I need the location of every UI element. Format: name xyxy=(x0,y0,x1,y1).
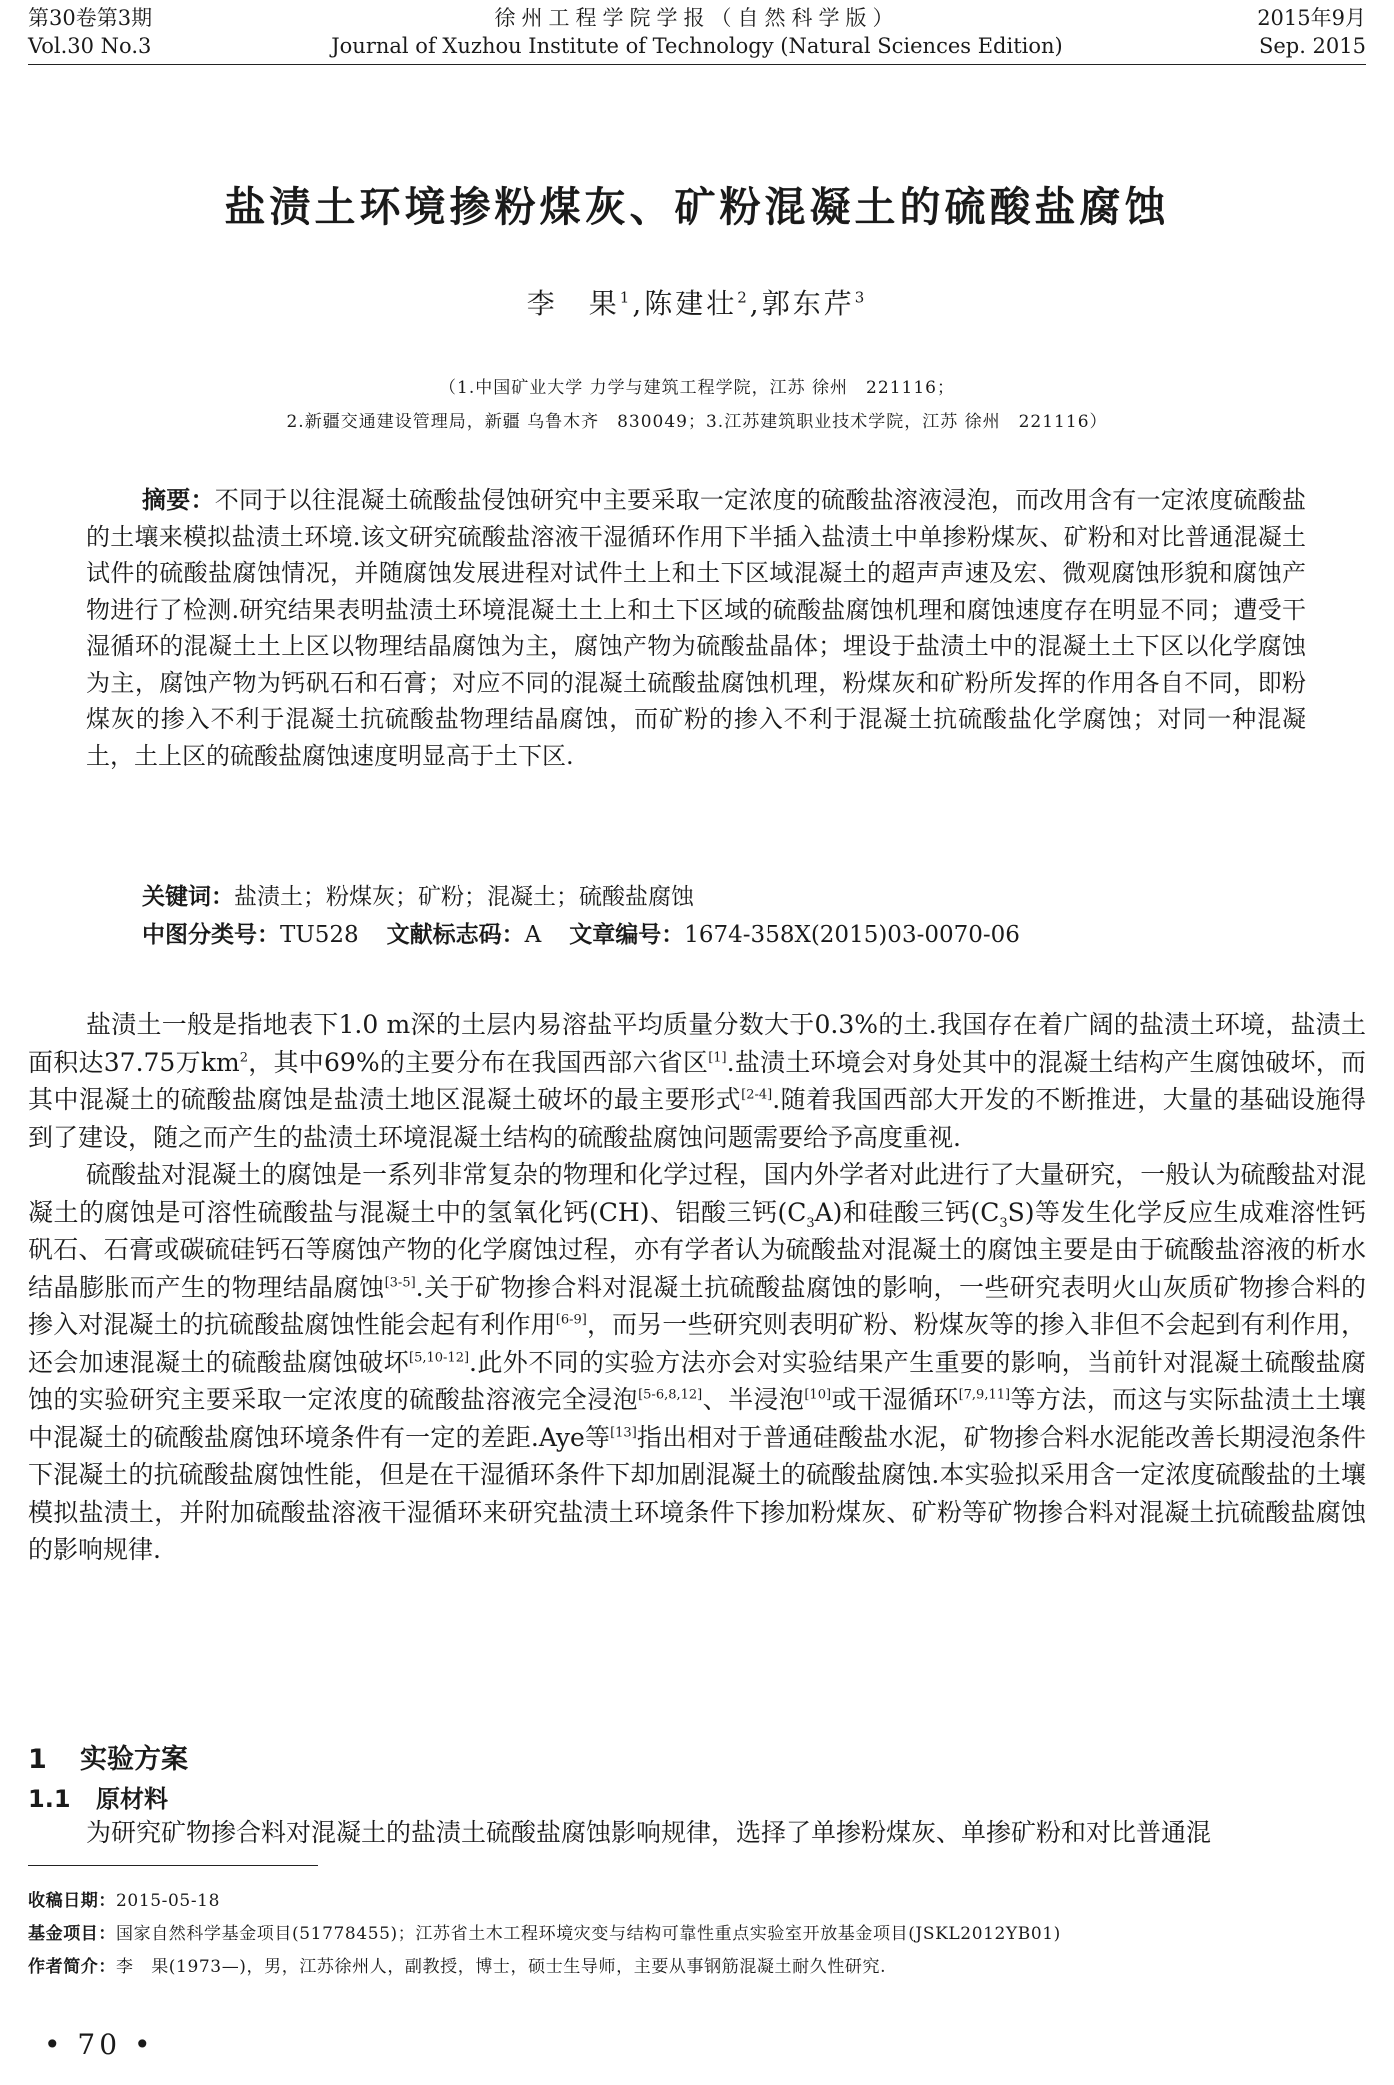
author-list: 李 果$^1$,陈建壮$^2$,郭东芹$^3$ xyxy=(526,287,868,320)
text-run: S)等发生化学反应生成难溶性钙矾石、石膏或碳硫硅钙石等腐蚀产物的化学腐蚀过程，亦有学者认为硫酸盐对混凝土的腐蚀主要是由于硫酸盐溶液的析水结晶膨胀而产生的物理结晶腐蚀 xyxy=(28,1197,1366,1302)
author-name: 李 果 xyxy=(526,287,620,320)
subscript: 3 xyxy=(999,1215,1008,1231)
author-name: 陈建壮 xyxy=(644,287,738,320)
header-date-cn: 2015年9月 xyxy=(1257,6,1366,30)
doc-code-label: 文献标志码： xyxy=(386,922,525,948)
text-run: ，其中69%的主要分布在我国西部六省区 xyxy=(248,1047,709,1077)
abstract xyxy=(86,482,1306,774)
body-paragraph: 为研究矿物掺合料对混凝土的盐渍土硫酸盐腐蚀影响规律，选择了单掺粉煤灰、单掺矿粉和对比普通混 xyxy=(86,1818,1212,1847)
clc-value: TU528 xyxy=(280,922,359,948)
text-run: 指出相对于普通硅酸盐水泥，矿物掺合料水泥能改善长期浸泡条件下混凝土的抗硫酸盐腐蚀性能，但是在干湿循环条件下却加剧混凝土的硫酸盐腐蚀.本实验拟采用含一定浓度硫酸盐的土壤模拟盐渍土，并附加硫酸盐溶液干湿循环来研究盐渍土环境条件下掺加粉煤灰、矿粉等矿物掺合料对混凝土抗硫酸盐腐蚀的影响规律. xyxy=(28,1422,1366,1564)
text-run: 盐渍土一般是指地表下1.0 m深的土层内易溶盐平均质量分数大于0.3%的土.我国存在着广阔的盐渍土环境，盐渍土面积达37.75万km xyxy=(28,1010,1366,1077)
header-journal-en: Journal of Xuzhou Institute of Technology (Natural Sciences Edition) xyxy=(331,34,1063,58)
article-no-value: 1674-358X(2015)03-0070-06 xyxy=(684,922,1020,948)
text-run: .盐渍土环境会对身处其中的混凝土结构产生腐蚀破坏，而其中混凝土的硫酸盐腐蚀是盐渍土地区混凝土破坏的最主要形式 xyxy=(28,1047,1366,1114)
body-text xyxy=(28,1006,1366,1569)
author-bio-value: 李 果(1973—)，男，江苏徐州人，副教授，博士，硕士生导师，主要从事钢筋混凝土耐久性研究. xyxy=(116,1957,887,1977)
section-heading xyxy=(28,1737,188,1776)
citation-mark: [6-9] xyxy=(555,1312,587,1328)
abstract-text: 不同于以往混凝土硫酸盐侵蚀研究中主要采取一定浓度的硫酸盐溶液浸泡，而改用含有一定浓度硫酸盐的土壤来模拟盐渍土环境.该文研究硫酸盐溶液干湿循环作用下半插入盐渍土中单掺粉煤灰、矿粉和对比普通混凝土试件的硫酸盐腐蚀情况，并随腐蚀发展进程对试件土上和土下区域混凝土的超声声速及宏、微观腐蚀形貌和腐蚀产物进行了检测.研究结果表明盐渍土环境混凝土土上和土下区域的硫酸盐腐蚀机理和腐蚀速度存在明显不同；遭受干湿循环的混凝土土上区以物理结晶腐蚀为主，腐蚀产物为硫酸盐晶体；埋设于盐渍土中的混凝土土下区以化学腐蚀为主，腐蚀产物为钙矾石和石膏；对应不同的混凝土硫酸盐腐蚀机理，粉煤灰和矿粉所发挥的作用各自不同，即粉煤灰的掺入不利于混凝土抗硫酸盐物理结晶腐蚀，而矿粉的掺入不利于混凝土抗硫酸盐化学腐蚀；对同一种混凝土，土上区的硫酸盐腐蚀速度明显高于土下区. xyxy=(86,486,1307,770)
citation-mark: 2 xyxy=(239,1050,248,1066)
header-volume-cn: 第30卷第3期 xyxy=(28,6,153,30)
received-label: 收稿日期： xyxy=(28,1891,116,1911)
clc-label: 中图分类号： xyxy=(142,922,280,948)
citation-mark: [10] xyxy=(804,1387,832,1403)
author-affil-mark: 3 xyxy=(854,288,868,307)
abstract-label: 摘要： xyxy=(142,486,215,514)
subsection-number: 1.1 xyxy=(28,1785,71,1813)
body-paragraph xyxy=(28,1156,1366,1569)
author-affil-mark: 2 xyxy=(737,288,750,307)
header-journal xyxy=(28,4,1366,60)
author-name: 郭东芹 xyxy=(761,287,855,320)
subsection-title: 原材料 xyxy=(96,1785,168,1813)
article-no-label: 文章编号： xyxy=(569,922,685,948)
citation-mark: [13] xyxy=(610,1425,637,1441)
keywords-label: 关键词： xyxy=(142,884,234,910)
received-value: 2015-05-18 xyxy=(116,1891,221,1911)
subsection-heading xyxy=(28,1779,168,1814)
affiliation-line: （1.中国矿业大学 力学与建筑工程学院，江苏 徐州 221116； xyxy=(439,378,955,398)
footnote-author xyxy=(28,1952,1366,1977)
section-number: 1 xyxy=(28,1744,47,1775)
footnote-fund xyxy=(28,1919,1366,1944)
text-run: 硫酸盐对混凝土的腐蚀是一系列非常复杂的物理和化学过程，国内外学者对此进行了大量研究，一般认为硫酸盐对混凝土的腐蚀是可溶性硫酸盐与混凝土中的氢氧化钙(CH)、铝酸三钙(C xyxy=(28,1160,1366,1227)
running-header xyxy=(28,4,1366,65)
citation-mark: [1] xyxy=(708,1050,727,1066)
text-run: A)和硅酸三钙(C xyxy=(814,1197,1000,1227)
header-date xyxy=(1257,4,1366,60)
text-run: ，而另一些研究则表明矿粉、粉煤灰等的掺入非但不会起到有利作用，还会加速混凝土的硫酸盐腐蚀破坏 xyxy=(28,1310,1366,1377)
subscript: 3 xyxy=(806,1215,815,1231)
footnote-received xyxy=(28,1886,1366,1911)
header-journal-cn: 徐州工程学院学报（自然科学版） xyxy=(494,6,900,30)
text-run: .关于矿物掺合料对混凝土抗硫酸盐腐蚀的影响，一些研究表明火山灰质矿物掺合料的掺入对混凝土的抗硫酸盐腐蚀性能会起有利作用 xyxy=(28,1272,1366,1339)
citation-mark: [5,10-12] xyxy=(409,1350,470,1366)
section-title: 实验方案 xyxy=(80,1744,188,1775)
fund-label: 基金项目： xyxy=(28,1924,116,1944)
text-run: 、半浸泡 xyxy=(702,1385,805,1414)
text-run: 或干湿循环 xyxy=(831,1385,959,1414)
citation-mark: [5-6,8,12] xyxy=(638,1387,703,1403)
fund-value: 国家自然科学基金项目(51778455)；江苏省土木工程环境灾变与结构可靠性重点实验室开放基金项目(JSKL2012YB01) xyxy=(116,1924,1061,1944)
text-run: 等方法，而这与实际盐渍土土壤中混凝土的硫酸盐腐蚀环境条件有一定的差距.Aye等 xyxy=(28,1385,1366,1452)
citation-mark: [2-4] xyxy=(741,1087,773,1103)
header-date-en: Sep. 2015 xyxy=(1258,34,1366,58)
footnote-rule xyxy=(28,1865,318,1866)
keywords xyxy=(142,878,694,911)
classification-line xyxy=(142,916,1020,949)
keywords-text: 盐渍土；粉煤灰；矿粉；混凝土；硫酸盐腐蚀 xyxy=(234,884,694,910)
page-number: • 70 • xyxy=(44,2028,155,2061)
text-run: .随着我国西部大开发的不断推进，大量的基础设施得到了建设，随之而产生的盐渍土环境混凝土结构的硫酸盐腐蚀问题需要给予高度重视. xyxy=(28,1085,1366,1152)
author-affil-mark: 1 xyxy=(619,288,633,307)
citation-mark: [3-5] xyxy=(384,1275,416,1291)
affiliation-line: 2.新疆交通建设管理局，新疆 乌鲁木齐 830049；3.江苏建筑职业技术学院，江苏 徐州 221116） xyxy=(286,412,1108,432)
paper-title: 盐渍土环境掺粉煤灰、矿粉混凝土的硫酸盐腐蚀 xyxy=(224,183,1170,231)
doc-code-value: A xyxy=(524,922,542,948)
body-paragraph xyxy=(28,1006,1366,1156)
citation-mark: [7,9,11] xyxy=(958,1387,1011,1403)
author-bio-label: 作者简介： xyxy=(28,1957,116,1977)
text-run: .此外不同的实验方法亦会对实验结果产生重要的影响，当前针对混凝土硫酸盐腐蚀的实验研究主要采取一定浓度的硫酸盐溶液完全浸泡 xyxy=(28,1347,1366,1414)
header-volume-en: Vol.30 No.3 xyxy=(28,34,152,58)
